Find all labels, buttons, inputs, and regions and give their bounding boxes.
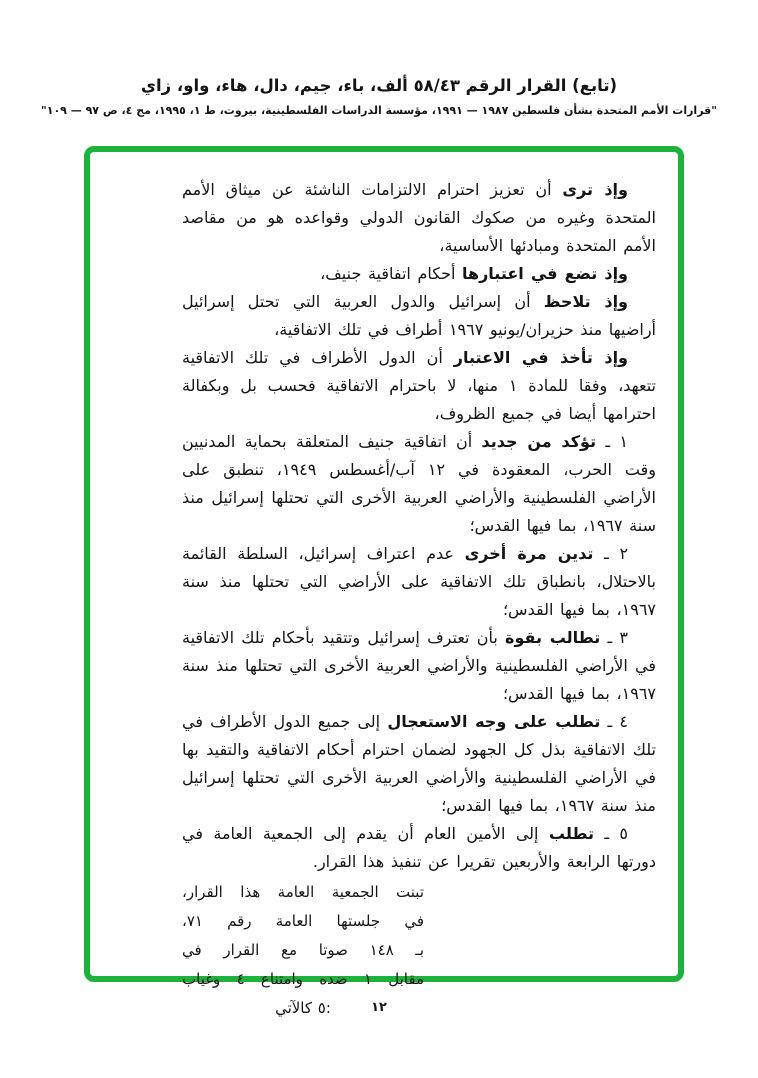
page-number: ١٢: [371, 1000, 387, 1015]
paragraph-lead-phrase: تطالب بقوة: [505, 628, 601, 647]
paragraph-lead-phrase: تطلب على وجه الاستعجال: [387, 712, 601, 731]
resolution-paragraph: ٤ ـ تطلب على وجه الاستعجال إلى جميع الدول الأطراف في تلك الاتفاقية بذل كل الجهود لضمان احترام أحكام الاتفاقية والتقيد بها في الأراضي الفلسطينية والأراضي العربية الأخرى التي تحتلها إسرائيل منذ سنة ١٩٦٧، بما فيها القدس؛: [182, 712, 656, 815]
resolution-border-box: [84, 146, 684, 1017]
paragraph-number: ٣ ـ: [600, 628, 629, 647]
paragraph-lead-phrase: وإذ ترى: [562, 180, 628, 199]
paragraph-number: ١ ـ: [596, 432, 628, 451]
paragraph-lead-phrase: وإذ تلاحظ: [543, 292, 629, 311]
paragraph-lead-phrase: تؤكد من جديد: [481, 432, 597, 451]
adoption-note-line: في جلستها العامة رقم ٧١،: [182, 912, 424, 930]
adoption-note-line: تبنت الجمعية العامة هذا القرار،: [182, 883, 424, 901]
resolution-paragraph: ١ ـ تؤكد من جديد أن اتفاقية جنيف المتعلقة بحماية المدنيين وقت الحرب، المعقودة في ١٢ آب/أغسطس ١٩٤٩، تنطبق على الأراضي الفلسطينية والأراضي العربية الأخرى التي تحتلها إسرائيل منذ سنة ١٩٦٧، بما فيها القدس؛: [182, 432, 656, 535]
resolution-paragraph: ٥ ـ تطلب إلى الأمين العام أن يقدم إلى الجمعية العامة في دورتها الرابعة والأربعين تقريرا عن تنفيذ هذا القرار.: [182, 824, 656, 871]
resolution-paragraph: وإذ ترى أن تعزيز احترام الالتزامات الناشئة عن ميثاق الأمم المتحدة وغيره من صكوك القانون الدولي وقواعده هو من مقاصد الأمم المتحدة ومبادئها الأساسية،: [182, 180, 656, 255]
paragraph-lead-phrase: وإذ تأخذ في الاعتبار: [453, 348, 628, 367]
resolution-paragraph: وإذ تلاحظ أن إسرائيل والدول العربية التي تحتل إسرائيل أراضيها منذ حزيران/يونيو ١٩٦٧ أطراف في تلك الاتفاقية،: [182, 292, 656, 339]
adoption-note-line: ٥ كالآتي:: [275, 999, 331, 1017]
paragraph-number: ٥ ـ: [593, 824, 629, 843]
page-header: [0, 74, 758, 119]
paragraph-lead-phrase: وإذ تضع في اعتبارها: [461, 264, 628, 283]
resolution-paragraph: ٣ ـ تطالب بقوة بأن تعترف إسرائيل وتتقيد بأحكام تلك الاتفاقية في الأراضي الفلسطينية والأراضي العربية الأخرى التي تحتلها منذ سنة ١٩٦٧، بما فيها القدس؛: [182, 628, 656, 703]
adoption-note-line: بـ ١٤٨ صوتا مع القرار في: [182, 941, 424, 959]
resolution-paragraph: وإذ تضع في اعتبارها أحكام اتفاقية جنيف،: [320, 264, 628, 283]
paragraph-lead-phrase: تدين مرة أخرى: [464, 544, 594, 563]
adoption-note-line: مقابل ١ ضده وامتناع ٤ وغياب: [182, 970, 424, 988]
source-citation: "قرارات الأمم المتحدة بشأن فلسطين ١٩٨٧ — ١٩٩١، مؤسسة الدراسات الفلسطينية، بيروت، ط ١، ١٩٩٥، مج ٤، ص ٩٧ — ١٠٩": [41, 104, 717, 117]
resolution-paragraph: وإذ تأخذ في الاعتبار أن الدول الأطراف في تلك الاتفاقية تتعهد، وفقا للمادة ١ منها، لا باحترام الاتفاقية فحسب بل وبكفالة احترامها أيضا في جميع الظروف،: [182, 348, 657, 423]
resolution-paragraph: ٢ ـ تدين مرة أخرى عدم اعتراف إسرائيل، السلطة القائمة بالاحتلال، بانطباق تلك الاتفاقية على الأراضي التي تحتلها منذ سنة ١٩٦٧، بما فيها القدس؛: [182, 544, 656, 619]
paragraph-number: ٤ ـ: [600, 712, 629, 731]
paragraph-lead-phrase: تطلب: [548, 824, 594, 843]
paragraph-number: ٢ ـ: [593, 544, 629, 563]
resolution-title: (تابع) القرار الرقم ٥٨/٤٣ ألف، باء، جيم، دال، هاء، واو، زاي: [140, 76, 618, 95]
resolution-body: [182, 176, 656, 876]
